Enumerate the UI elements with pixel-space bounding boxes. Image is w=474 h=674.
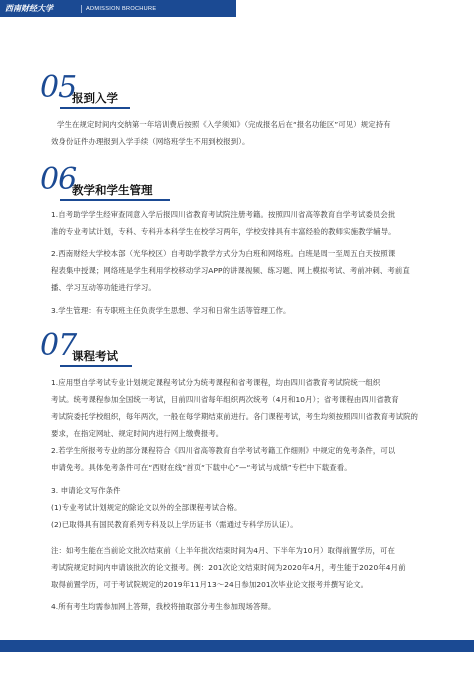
section-07-p2 — [51, 442, 436, 476]
section-title: 报到入学 — [72, 91, 118, 105]
text-line: 1.自考助学学生经审查同意入学后报四川省教育考试院注册考籍。按照四川省高等教育自学考试委员会批 — [51, 210, 396, 219]
section-07-note — [51, 542, 436, 593]
header-banner — [0, 0, 236, 17]
section-number: 07 — [40, 328, 77, 363]
section-07-p3 — [51, 482, 436, 533]
text-line: (1)专业考试计划规定的除论文以外的全部课程考试合格。 — [51, 503, 242, 512]
section-title: 课程考试 — [72, 349, 118, 363]
text-line: 效身份证件办理报到入学手续（网络班学生不用到校报到）。 — [51, 137, 250, 146]
text-line: 3.学生管理：有专职班主任负责学生思想、学习和日常生活等管理工作。 — [51, 306, 291, 315]
section-07-p4 — [51, 598, 436, 615]
brochure-label: ADMISSION BROCHURE — [86, 5, 157, 12]
text-line: 考试院规定时间内申请该批次的论文报考。例：201次论文结束时间为2020年4月，考生能于2020年4月前 — [51, 563, 406, 572]
text-line: (2)已取得具有国民教育系列专科及以上学历证书（需通过专科学历认证）。 — [51, 520, 298, 529]
text-line: 3. 申请论文写作条件 — [51, 486, 121, 495]
section-number: 06 — [40, 162, 77, 197]
text-line: 注：如考生能在当前论文批次结束前（上半年批次结束时间为4月、下半年为10月）取得前置学历，可在 — [51, 546, 395, 555]
section-07-p1 — [51, 374, 436, 442]
section-05-text — [51, 116, 436, 150]
university-logo: 西南财经大学 — [5, 3, 53, 13]
text-line: 准的专业考试计划，专科、专科升本科学生在校学习两年，学校安排具有丰富经验的教师实施教学辅导。 — [51, 227, 396, 236]
section-underline — [60, 365, 132, 367]
text-line: 学生在规定时间内交纳第一年培训费后按照《入学须知》（完成报名后在“报名功能区”可见）规定持有 — [57, 120, 391, 129]
section-title: 教学和学生管理 — [72, 183, 153, 197]
footer-bar — [0, 640, 474, 652]
text-line: 1.应用型自学考试专业计划规定课程考试分为统考课程和省考课程，均由四川省教育考试院统一组织 — [51, 378, 381, 387]
section-06-p1 — [51, 206, 436, 240]
section-06-p3 — [51, 302, 436, 319]
text-line: 考试院委托学校组织，每年两次，一般在每学期结束前进行。各门课程考试，考生均须按照四川省教育考试院的 — [51, 412, 419, 421]
section-number: 05 — [40, 70, 77, 105]
section-underline — [60, 107, 130, 109]
page-header — [0, 0, 474, 36]
section-underline — [60, 199, 170, 201]
text-line: 考试。统考课程参加全国统一考试，目前四川省每年组织两次统考（4月和10月）；省考课程由四川省教育 — [51, 395, 399, 404]
text-line: 要求，在指定网址、规定时间内进行网上缴费报考。 — [51, 429, 224, 438]
header-divider — [81, 5, 82, 13]
text-line: 4.所有考生均需参加网上答辩，我校将抽取部分考生参加现场答辩。 — [51, 602, 276, 611]
text-line: 2.若学生所报考专业的部分课程符合《四川省高等教育自学考试考籍工作细则》中规定的免考条件，可以 — [51, 446, 396, 455]
text-line: 申请免考。具体免考条件可在“西财在线”首页“下载中心”—“考试与成绩”专栏中下载查看。 — [51, 463, 352, 472]
text-line: 播、学习互动等功能进行学习。 — [51, 283, 156, 292]
section-06-p2 — [51, 245, 436, 296]
text-line: 2.西南财经大学校本部（光华校区）自考助学教学方式分为白班和网络班。白班是周一至周五白天按照课 — [51, 249, 396, 258]
text-line: 取得前置学历，可于考试院规定的2019年11月13～24日参加201次毕业论文报考并撰写论文。 — [51, 580, 369, 589]
text-line: 程表集中授课；网络班是学生利用学校移动学习APP的讲课视频、练习题、网上模拟考试、考前冲刺、考前直 — [51, 266, 410, 275]
